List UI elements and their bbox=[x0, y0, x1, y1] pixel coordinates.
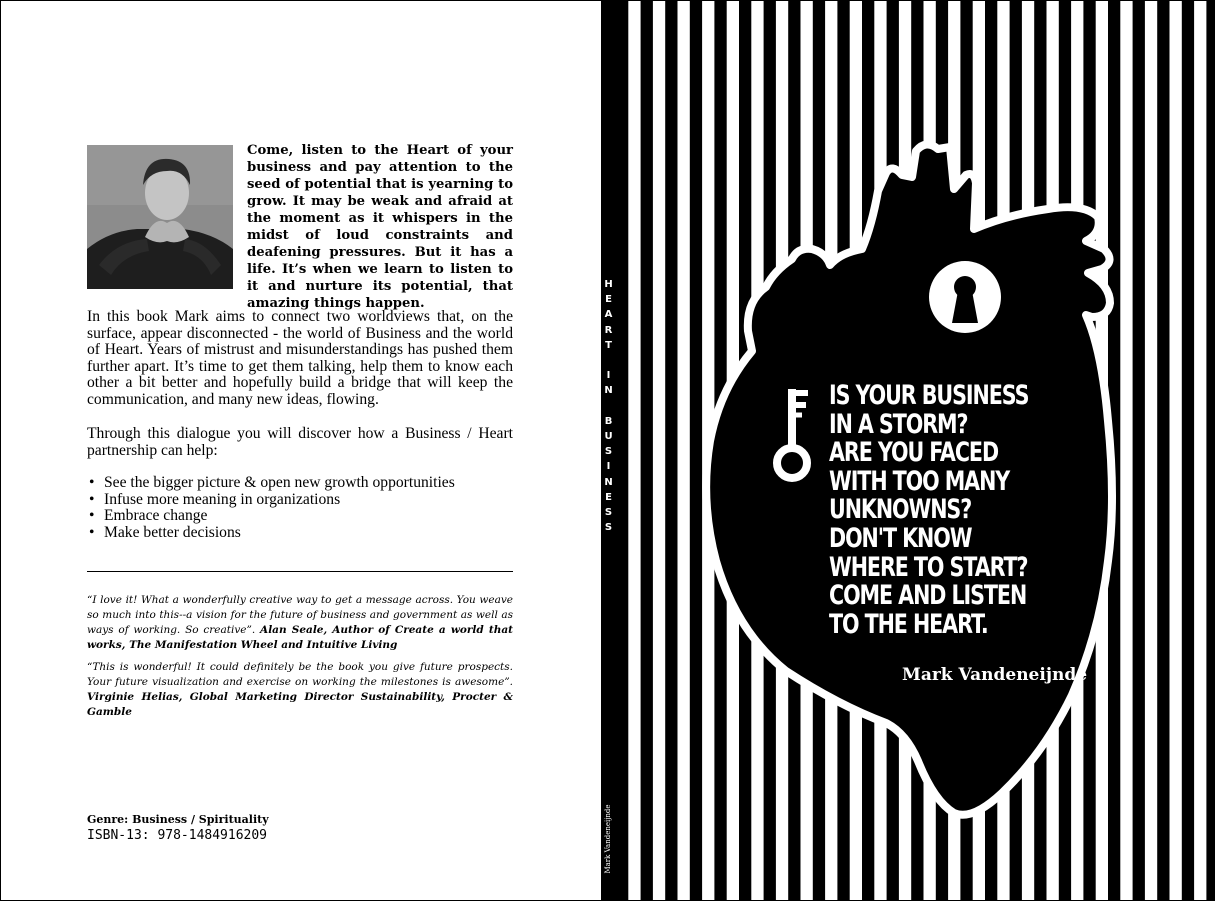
cover-headline bbox=[829, 382, 1028, 639]
list-item: • Make better decisions bbox=[87, 525, 517, 542]
testimonial-text: “This is wonderful! It could definitely be the book you give future prospects. Your future visualization and exercise on working the milestones is awesome”. bbox=[87, 661, 513, 688]
author-photo bbox=[87, 145, 233, 289]
spine-title: H E A R T I N B U S I N E S S bbox=[604, 279, 613, 534]
description-paragraph: In this book Mark aims to connect two worldviews that, on the surface, appear disconnected - the world of Business and the world of Heart. Years of mistrust and misunderstandings has pushed them further apart. It’s time to get them talking, help them to know each other a bit better and hopefully build a bridge that will keep the communication, and many new ideas, flowing. bbox=[87, 308, 513, 408]
genre-label: Genre: Business / Spirituality bbox=[87, 813, 269, 826]
list-item: • Infuse more meaning in organizations bbox=[87, 492, 517, 509]
headline-line: IN A STORM? bbox=[829, 408, 968, 440]
benefits-intro-paragraph: Through this dialogue you will discover how a Business / Heart partnership can help: bbox=[87, 425, 513, 459]
list-item: • See the bigger picture & open new growth opportunities bbox=[87, 475, 517, 492]
isbn-label: ISBN-13: 978-1484916209 bbox=[87, 828, 268, 843]
headline-line: IS YOUR BUSINESS bbox=[829, 380, 1029, 411]
headline-line: COME AND LISTEN bbox=[829, 580, 1027, 612]
headline-line: ARE YOU FACED bbox=[829, 437, 999, 469]
headline-line: DON'T KNOW bbox=[829, 522, 972, 554]
keyhole-icon bbox=[929, 261, 1001, 333]
divider bbox=[87, 571, 513, 572]
headline-line: WHERE TO START? bbox=[829, 551, 1028, 583]
headline-line: WITH TOO MANY bbox=[829, 465, 1010, 497]
testimonial-2 bbox=[87, 660, 513, 720]
benefits-list bbox=[87, 475, 517, 541]
list-item: • Embrace change bbox=[87, 508, 517, 525]
spine-author: Mark Vandeneijnde bbox=[604, 804, 612, 874]
cover-author: Mark Vandeneijnde bbox=[902, 665, 1088, 685]
testimonial-attribution: Alan Seale, Author of Create a world that works, The Manifestation Wheel and Intuitive Living bbox=[87, 624, 513, 651]
testimonial-attribution: Virginie Helias, Global Marketing Director Sustainability, Procter & Gamble bbox=[87, 691, 513, 718]
spine bbox=[601, 1, 616, 900]
headline-line: TO THE HEART. bbox=[829, 608, 988, 640]
back-cover bbox=[1, 1, 601, 900]
testimonial-text: “I love it! What a wonderfully creative way to get a message across. You weave so much into this--a vision for the future of business and government as well as ways of working. So creative”. bbox=[87, 594, 513, 636]
front-cover bbox=[616, 1, 1215, 900]
testimonial-1 bbox=[87, 593, 513, 653]
headline-line: UNKNOWNS? bbox=[829, 494, 972, 526]
intro-text: Come, listen to the Heart of your business and pay attention to the seed of potential that is yearning to grow. It may be weak and afraid at the moment as it whispers in the midst of loud constraints and deafening pressures. But it has a life. It’s when we learn to listen to it and nurture its potential, that amazing things happen. bbox=[247, 143, 513, 311]
